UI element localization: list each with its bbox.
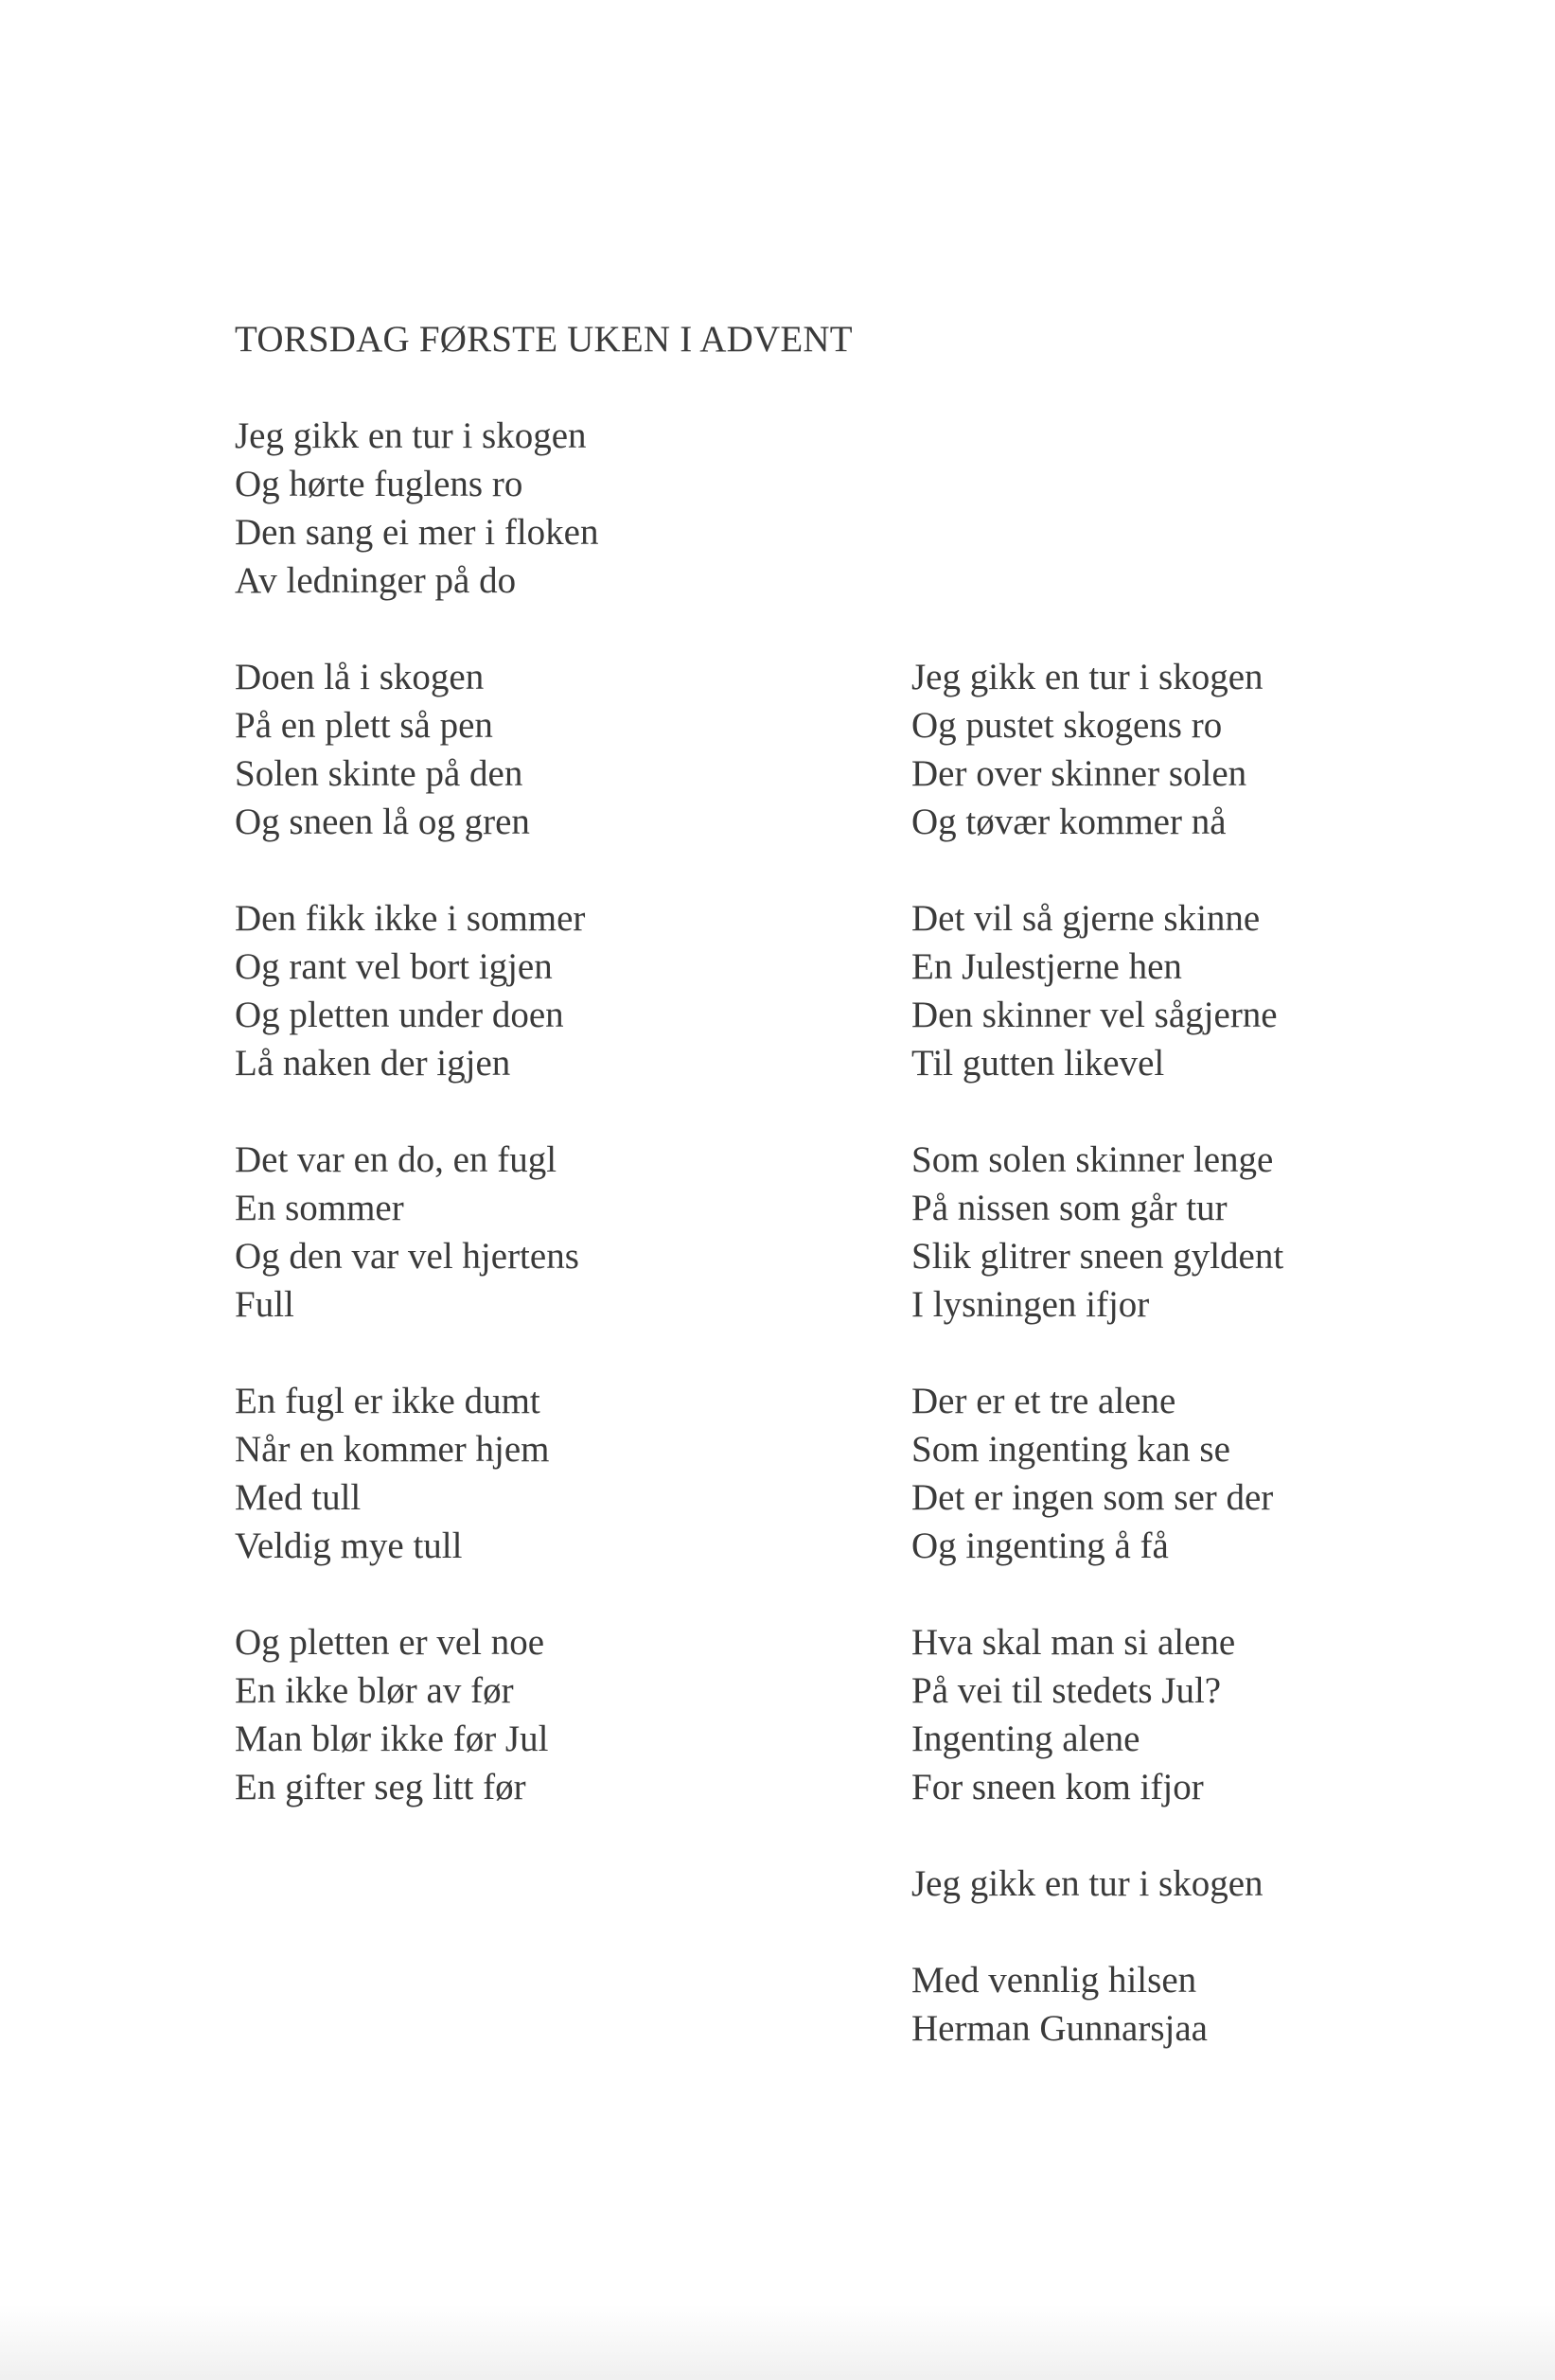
- poem-line: Solen skinte på den: [235, 753, 523, 794]
- poem-line: Den fikk ikke i sommer: [235, 898, 586, 939]
- poem-line: Som solen skinner lenge: [911, 1139, 1274, 1180]
- poem-line: På en plett så pen: [235, 705, 493, 746]
- poem-line: Det er ingen som ser der: [911, 1477, 1274, 1518]
- right-stanza: [911, 1377, 1555, 1570]
- poem-line: Veldig mye tull: [235, 1525, 463, 1566]
- poem-line: En fugl er ikke dumt: [235, 1381, 540, 1421]
- right-column: [911, 653, 1555, 2101]
- right-stanza: [911, 1136, 1555, 1329]
- poem-line: Jeg gikk en tur i skogen: [911, 1863, 1263, 1904]
- poem-line: Jeg gikk en tur i skogen: [235, 415, 587, 456]
- poem-line: På vei til stedets Jul?: [911, 1670, 1222, 1711]
- poem-line: En sommer: [235, 1188, 404, 1228]
- poem-line: Herman Gunnarsjaa: [911, 2008, 1208, 2049]
- poem-line: Der er et tre alene: [911, 1381, 1176, 1421]
- right-stanza: [911, 1618, 1555, 1811]
- poem-line: Som ingenting kan se: [911, 1429, 1230, 1470]
- poem-line: På nissen som går tur: [911, 1188, 1228, 1228]
- poem-line: Man blør ikke før Jul: [235, 1719, 549, 1759]
- poem-line: Med vennlig hilsen: [911, 1960, 1197, 2001]
- right-stanza: [911, 894, 1555, 1087]
- poem-line: Og tøvær kommer nå: [911, 802, 1227, 842]
- left-stanza: [235, 653, 897, 846]
- poem-line: Lå naken der igjen: [235, 1043, 511, 1084]
- poem-line: Og pletten er vel noe: [235, 1622, 545, 1663]
- poem-line: Når en kommer hjem: [235, 1429, 550, 1470]
- poem-line: Jeg gikk en tur i skogen: [911, 657, 1263, 697]
- poem-line: Og sneen lå og gren: [235, 802, 530, 842]
- poem-line: Slik glitrer sneen gyldent: [911, 1236, 1284, 1277]
- poem-line: Med tull: [235, 1477, 362, 1518]
- left-stanza: [235, 1618, 897, 1811]
- poem-line: Og den var vel hjertens: [235, 1236, 579, 1277]
- poem-line: Ingenting alene: [911, 1719, 1140, 1759]
- left-column: [235, 412, 897, 1860]
- poem-line: Det vil så gjerne skinne: [911, 898, 1261, 939]
- poem-line: Og hørte fuglens ro: [235, 464, 523, 504]
- left-stanza: [235, 1377, 897, 1570]
- poem-line: Og pustet skogens ro: [911, 705, 1223, 746]
- poem-line: Og rant vel bort igjen: [235, 946, 553, 987]
- poem-line: Hva skal man si alene: [911, 1622, 1236, 1663]
- left-stanza: [235, 894, 897, 1087]
- poem-line: Den sang ei mer i floken: [235, 512, 599, 553]
- right-stanza: [911, 653, 1555, 846]
- poem-line: Og pletten under doen: [235, 995, 564, 1035]
- left-stanza: [235, 412, 897, 605]
- poem-line: Til gutten likevel: [911, 1043, 1165, 1084]
- poem-title: TORSDAG FØRSTE UKEN I ADVENT: [235, 319, 853, 360]
- poem-line: Der over skinner solen: [911, 753, 1247, 794]
- poem-line: Full: [235, 1284, 294, 1325]
- poem-line: En Julestjerne hen: [911, 946, 1182, 987]
- poem-line: Og ingenting å få: [911, 1525, 1169, 1566]
- right-stanza: [911, 1860, 1555, 1908]
- poem-line: Av ledninger på do: [235, 560, 517, 601]
- poem-line: Den skinner vel sågjerne: [911, 995, 1278, 1035]
- page-bottom-shade: [0, 2304, 1555, 2380]
- poem-line: En ikke blør av før: [235, 1670, 514, 1711]
- right-stanza: [911, 1956, 1555, 2053]
- poem-line: Doen lå i skogen: [235, 657, 485, 697]
- poem-line: En gifter seg litt før: [235, 1767, 526, 1807]
- poem-line: For sneen kom ifjor: [911, 1767, 1204, 1807]
- left-stanza: [235, 1136, 897, 1329]
- poem-line: I lysningen ifjor: [911, 1284, 1150, 1325]
- poem-line: Det var en do, en fugl: [235, 1139, 557, 1180]
